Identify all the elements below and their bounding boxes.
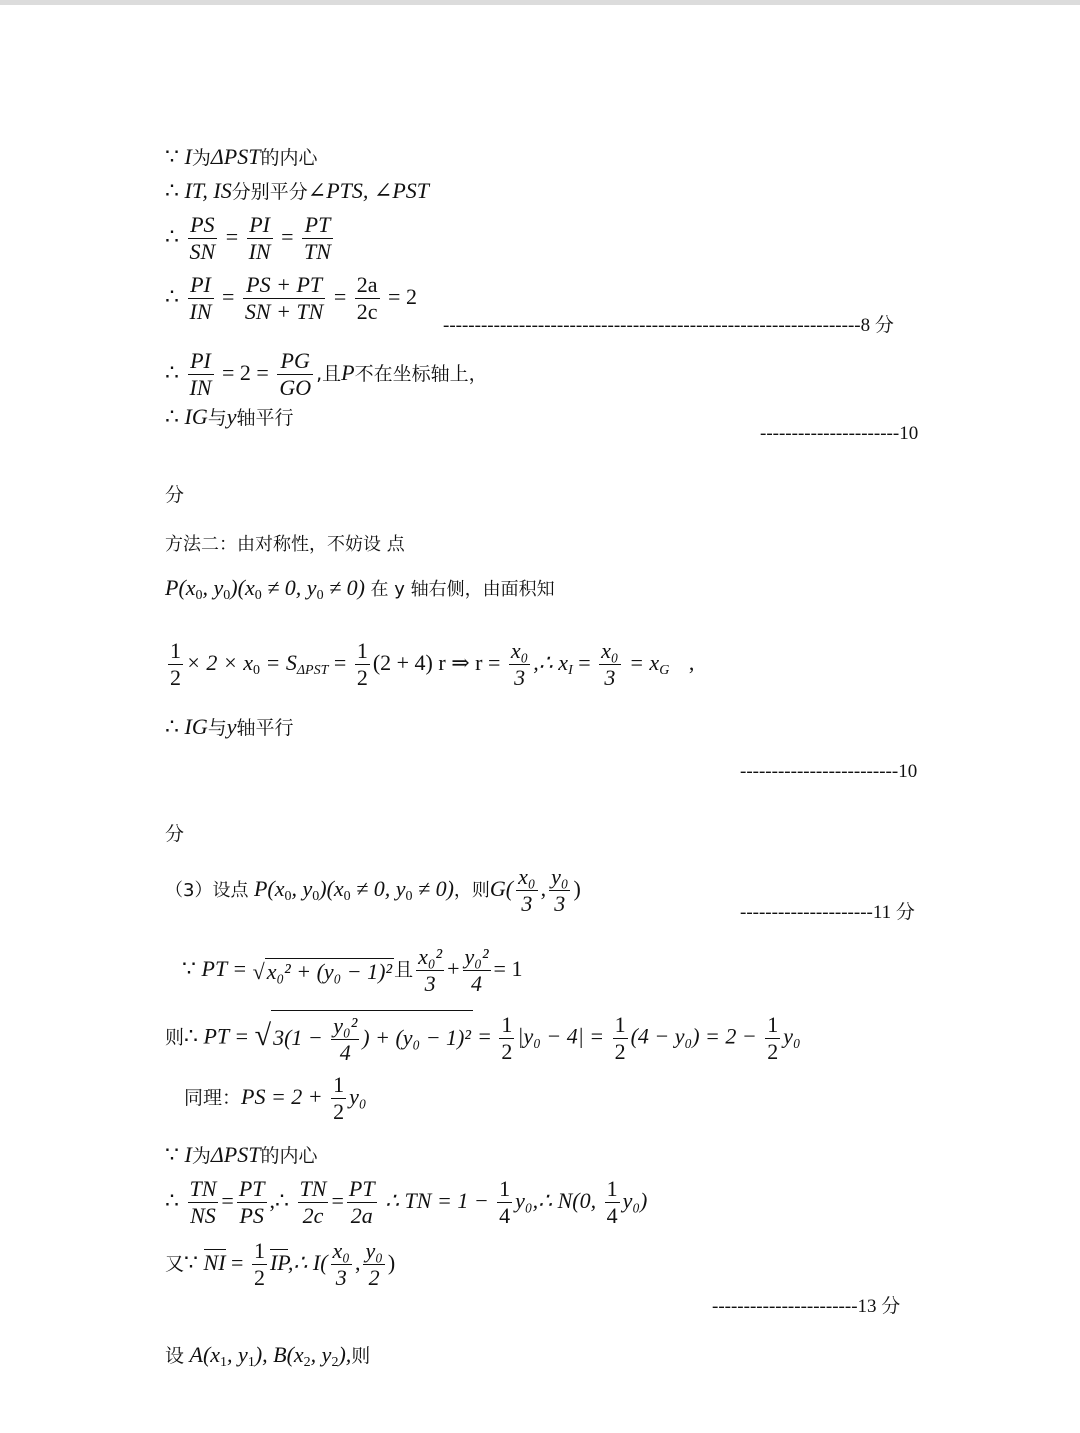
- numerator: PS + PT: [243, 272, 325, 299]
- fraction-half: [355, 638, 370, 692]
- expr: ≠ 0): [323, 575, 365, 600]
- fraction-half: [252, 1238, 267, 1292]
- numerator: PI: [188, 272, 214, 299]
- sub: 0: [223, 588, 231, 603]
- line-incenter-premise: [165, 146, 317, 168]
- denominator: 3: [424, 971, 436, 997]
- denominator: 3: [521, 891, 533, 917]
- fraction-y0-3: [549, 864, 570, 918]
- denominator: IN: [189, 299, 212, 325]
- expr: ≠ 0, y: [350, 875, 406, 901]
- therefore-symbol: ∴: [165, 1187, 179, 1213]
- fraction-x0-3: [599, 638, 620, 692]
- denominator: SN + TN: [244, 299, 324, 325]
- denominator: PS: [239, 1203, 264, 1229]
- method-two-text: 方法二：由对称性，不妨设 点: [165, 534, 405, 555]
- expr: ),: [338, 1342, 352, 1367]
- equals: =: [328, 649, 352, 675]
- sub: 2: [303, 1355, 311, 1370]
- because-symbol: ∵: [182, 955, 196, 981]
- fraction-pi-in: [188, 348, 214, 402]
- fraction-sum: [243, 272, 325, 326]
- denominator: 2: [356, 665, 368, 691]
- numerator: x₀: [509, 638, 530, 665]
- expr: × 2 × x: [186, 649, 253, 675]
- text-let: 设: [165, 1345, 185, 1367]
- sub: 0: [343, 888, 351, 904]
- expr: (2 + 4) r ⇒ r =: [372, 649, 506, 675]
- equals-one: = 1: [493, 955, 523, 981]
- fraction-pt-2a: [347, 1176, 377, 1230]
- equals: =: [572, 649, 597, 675]
- numerator: y₀²: [463, 944, 491, 971]
- plus: +: [447, 955, 460, 981]
- sub: 0: [312, 888, 320, 904]
- numerator: PT: [347, 1176, 377, 1203]
- denominator: 4: [471, 971, 483, 997]
- radicand: 3(1 −: [273, 1024, 329, 1050]
- text-likewise: 同理：: [184, 1086, 242, 1109]
- segment-ig: IG: [184, 404, 208, 429]
- equals: =: [281, 223, 294, 249]
- numerator: PI: [247, 212, 273, 239]
- fraction-quarter: [497, 1176, 512, 1230]
- text-and: 且: [394, 958, 414, 981]
- text-then: 则: [165, 1026, 185, 1049]
- expr: A(x: [189, 1342, 221, 1367]
- expr: y₀,∴ N(0,: [515, 1187, 602, 1213]
- unit: 分: [895, 901, 915, 923]
- numerator: x₀²: [416, 944, 444, 971]
- equals-two: = 2 =: [222, 359, 269, 385]
- denominator: NS: [190, 1203, 216, 1229]
- paren: ): [387, 1249, 396, 1275]
- line-bisectors: [165, 180, 429, 202]
- expr: y₀: [783, 1023, 801, 1049]
- numerator: 1: [331, 1072, 346, 1099]
- comma: ,: [688, 649, 695, 675]
- denominator: 2: [368, 1265, 380, 1291]
- unit: 分: [165, 823, 185, 845]
- line-points-ab: [165, 1344, 370, 1370]
- numerator: PT: [302, 212, 333, 239]
- expr: PT =: [201, 955, 253, 981]
- denominator: 4: [339, 1040, 351, 1066]
- expr: P(x: [165, 575, 196, 600]
- text-right-side: 在 y 轴右侧，由面积知: [370, 579, 555, 600]
- fraction-half: [331, 1072, 346, 1126]
- score-unit-10a: [165, 480, 184, 507]
- numerator: 1: [765, 1012, 780, 1039]
- numerator: TN: [298, 1176, 329, 1203]
- denominator: 2: [333, 1099, 345, 1125]
- denominator: 3: [335, 1265, 347, 1291]
- numerator: PI: [188, 348, 214, 375]
- sub: 0: [284, 888, 292, 904]
- numerator: 1: [497, 1176, 512, 1203]
- score-marker-10b: [740, 761, 917, 783]
- numerator: x₀: [516, 864, 537, 891]
- numerator: PG: [277, 348, 313, 375]
- numerator: y₀: [363, 1238, 384, 1265]
- denominator: SN: [189, 239, 216, 265]
- equals-two: = 2: [388, 283, 417, 309]
- fraction-tn-ns: [188, 1176, 219, 1230]
- text-incenter: 的内心: [260, 147, 318, 169]
- numerator: 1: [252, 1238, 267, 1265]
- dashes: -----------------------: [712, 1296, 858, 1317]
- line-ig-parallel-2: [165, 716, 294, 738]
- score-marker-10a: [760, 423, 918, 445]
- expr: ,∴ x: [533, 649, 569, 675]
- var-y: y: [226, 714, 237, 739]
- sub: 2: [331, 1355, 339, 1370]
- expr: ,∴ I(: [287, 1249, 328, 1275]
- fraction-ps-sn: [188, 212, 218, 266]
- expr: , y: [291, 875, 313, 901]
- text-and: ,且: [316, 362, 342, 385]
- fraction-x0-3: [331, 1238, 352, 1292]
- triangle-pst: ΔPST: [210, 144, 261, 169]
- fraction-x0-3: [509, 638, 530, 692]
- text-incenter: 的内心: [260, 1145, 318, 1167]
- because-symbol: ∵: [165, 1142, 179, 1167]
- fraction-half: [613, 1012, 628, 1066]
- text-bisect: 分别平分: [231, 181, 308, 203]
- points: 10: [898, 761, 918, 782]
- unit: 分: [165, 484, 185, 506]
- radicand: ² + (y₀ − 1)²: [284, 959, 393, 985]
- line-tn-ratio: [165, 1176, 647, 1230]
- fraction-half: [499, 1012, 514, 1066]
- text-wei: 为: [191, 1145, 211, 1167]
- denominator: 4: [499, 1203, 511, 1229]
- therefore-symbol: ∴: [184, 1023, 199, 1049]
- expr: , y: [227, 1342, 248, 1367]
- expr: |y₀ − 4| =: [517, 1023, 610, 1049]
- sub: 1: [220, 1355, 228, 1370]
- denominator: TN: [304, 239, 331, 265]
- fraction-half: [765, 1012, 780, 1066]
- points: 11: [872, 902, 892, 923]
- line-ps-likewise: [184, 1072, 367, 1126]
- sub: G: [659, 662, 670, 678]
- therefore-symbol: ∴: [165, 283, 179, 309]
- equals: =: [225, 223, 239, 249]
- sub: 0: [195, 588, 203, 603]
- denominator: 3: [604, 665, 616, 691]
- score-marker-8: [443, 310, 894, 337]
- line-ig-parallel: [165, 406, 294, 428]
- dashes: ------------------------------------------------------------------: [443, 315, 861, 336]
- numerator: PS: [188, 212, 218, 239]
- line-pt-simplified: [165, 1010, 801, 1067]
- expr: , y: [202, 575, 224, 600]
- expr: ≠ 0, y: [261, 575, 317, 600]
- therefore-symbol: ∴: [165, 359, 179, 385]
- var-p: P: [341, 359, 355, 385]
- therefore-symbol: ∴: [165, 178, 179, 203]
- angles: ∠PTS, ∠PST: [307, 178, 429, 203]
- expr: ≠ 0): [412, 875, 454, 901]
- var-i: I: [184, 1142, 192, 1167]
- fraction-x0sq-3: [416, 944, 444, 998]
- sub-triangle: ΔPST: [296, 662, 329, 678]
- denominator: IN: [248, 239, 271, 265]
- text-also: 又: [165, 1252, 185, 1275]
- fraction-pg-go: [277, 348, 313, 402]
- denominator: 4: [606, 1203, 618, 1229]
- denominator: 3: [514, 665, 526, 691]
- expr: ), B(x: [254, 1342, 304, 1367]
- denominator: IN: [189, 375, 212, 401]
- denominator: 2: [767, 1038, 779, 1064]
- because-symbol: ∵: [165, 144, 179, 169]
- fraction-quarter: [605, 1176, 620, 1230]
- score-unit-10b: [165, 819, 184, 846]
- radicand: x₀: [266, 959, 285, 985]
- points: 8: [860, 315, 871, 336]
- denominator: 2: [501, 1038, 513, 1064]
- sqrt: √x₀² + (y₀ − 1)²: [252, 959, 393, 985]
- numerator: 2a: [355, 272, 380, 299]
- numerator: TN: [188, 1176, 219, 1203]
- numerator: 1: [168, 638, 183, 665]
- expr: = S: [259, 649, 297, 675]
- denominator: 2: [614, 1038, 626, 1064]
- therefore-symbol: ∴: [165, 714, 179, 739]
- expr: ,∴: [269, 1187, 295, 1213]
- dashes: ---------------------: [740, 902, 873, 923]
- numerator: y₀: [549, 864, 570, 891]
- equals: =: [472, 1023, 497, 1049]
- fraction-tn-2c: [298, 1176, 329, 1230]
- segment-ig: IG: [184, 714, 208, 739]
- fraction-x0-3: [516, 864, 537, 918]
- numerator: 1: [605, 1176, 620, 1203]
- vector-ni: NI: [203, 1249, 226, 1275]
- top-border: [0, 0, 1080, 5]
- sub: 0: [254, 588, 262, 603]
- dashes: ----------------------: [760, 423, 900, 444]
- var-i: I: [184, 144, 192, 169]
- radicand: ) + (y₀ − 1)²: [362, 1024, 471, 1050]
- text-axis-parallel: 轴平行: [236, 407, 294, 429]
- equals: =: [221, 1187, 234, 1213]
- numerator: 1: [613, 1012, 628, 1039]
- sub: I: [568, 662, 573, 678]
- fraction-2a-2c: [355, 272, 380, 326]
- points: 10: [899, 423, 919, 444]
- expr: ∴ TN = 1 −: [379, 1187, 495, 1213]
- unit: 分: [874, 314, 894, 336]
- expr: G(: [489, 875, 514, 901]
- denominator: GO: [279, 375, 312, 401]
- because-symbol: ∵: [184, 1249, 199, 1275]
- line-ratio-equation: [165, 212, 336, 266]
- numerator: x₀: [331, 1238, 352, 1265]
- therefore-symbol: ∴: [165, 404, 179, 429]
- numerator: PT: [237, 1176, 267, 1203]
- denominator: 2c: [356, 299, 378, 325]
- text-with: 与: [207, 407, 227, 429]
- paren: ): [573, 875, 581, 901]
- triangle-pst: ΔPST: [210, 1142, 261, 1167]
- score-marker-11: [740, 897, 915, 924]
- fraction-half: [168, 638, 183, 692]
- denominator: 2: [253, 1265, 265, 1291]
- fraction-y0sq-4: [331, 1013, 359, 1067]
- text-then: 则: [351, 1345, 371, 1367]
- numerator: y₀²: [331, 1013, 359, 1040]
- points: 13: [857, 1296, 877, 1317]
- denominator: 2c: [302, 1203, 324, 1229]
- text-wei: 为: [191, 147, 211, 169]
- expr: PT =: [203, 1023, 255, 1049]
- expr: P(x: [253, 875, 285, 901]
- vector-ip: IP: [269, 1249, 288, 1275]
- var-y: y: [226, 404, 237, 429]
- line-area-equation: [165, 638, 694, 692]
- fraction-pi-in: [247, 212, 273, 266]
- text-axis-parallel: 轴平行: [236, 717, 294, 739]
- expr: )(x: [230, 575, 255, 600]
- expr: , y: [310, 1342, 332, 1367]
- numerator: 1: [499, 1012, 514, 1039]
- sub: 0: [405, 888, 413, 904]
- line-centroid-ratio: [165, 348, 488, 402]
- equals: =: [225, 1249, 249, 1275]
- expr: y₀: [349, 1083, 367, 1109]
- expr: )(x: [319, 875, 344, 901]
- sub: 0: [316, 588, 324, 603]
- denominator: 3: [554, 891, 566, 917]
- line-pt-distance: [182, 944, 522, 998]
- line-part3-setup: （3）设点 $P(x_0$, $y_0)(x_0 \ne 0$, $y_0 \ne 0$)，则G( $\frac{\text{x₀}}{3}$ , $\frac{\text{y₀}}{3}$ ): [165, 864, 581, 917]
- expr: y₀): [622, 1187, 648, 1213]
- sub: 0: [252, 662, 260, 678]
- sub: 1: [247, 1355, 255, 1370]
- numerator: x₀: [599, 638, 620, 665]
- therefore-symbol: ∴: [165, 223, 179, 249]
- expr: PS = 2 +: [241, 1083, 329, 1109]
- dashes: -------------------------: [740, 761, 899, 782]
- equals: =: [331, 1187, 344, 1213]
- numerator: 1: [355, 638, 370, 665]
- fraction-pi-in: [188, 272, 214, 326]
- text-then: ，则: [453, 879, 490, 901]
- score-marker-13: [712, 1291, 900, 1318]
- text-with: 与: [207, 717, 227, 739]
- denominator: 2a: [350, 1203, 373, 1229]
- method-two-heading: [165, 536, 405, 554]
- expr: (4 − y₀) = 2 −: [630, 1023, 763, 1049]
- line-point-p: [165, 577, 555, 603]
- sqrt: √3(1 − $\frac{\text{y₀²}}{4}$ ) + (y₀ − 1)²: [255, 1010, 473, 1067]
- fraction-pt-ps: [237, 1176, 267, 1230]
- segments-it-is: IT, IS: [184, 178, 232, 203]
- text-not-on-axis: 不在坐标轴上，: [354, 362, 488, 385]
- unit: 分: [881, 1295, 901, 1317]
- denominator: 2: [170, 665, 181, 691]
- fraction-y0sq-4: [463, 944, 491, 998]
- line-incenter-premise-2: [165, 1144, 317, 1166]
- fraction-y0-2: [363, 1238, 384, 1292]
- expr: = x: [623, 649, 660, 675]
- line-ratio-sum: ∴ $\frac{PI}{IN}$ = $\frac{PS + PT}{SN + TN}$ = $\frac{2a}{2c}$ = 2: [165, 272, 417, 325]
- line-vector-ni: 又∵ NI = $\frac{1}{2}$ IP,∴ I( $\frac{\text{x₀}}{3}$ , $\frac{\text{y₀}}{2}$ ): [165, 1238, 396, 1291]
- fraction-pt-tn: [302, 212, 333, 266]
- text-lead: （3）设点: [165, 879, 249, 901]
